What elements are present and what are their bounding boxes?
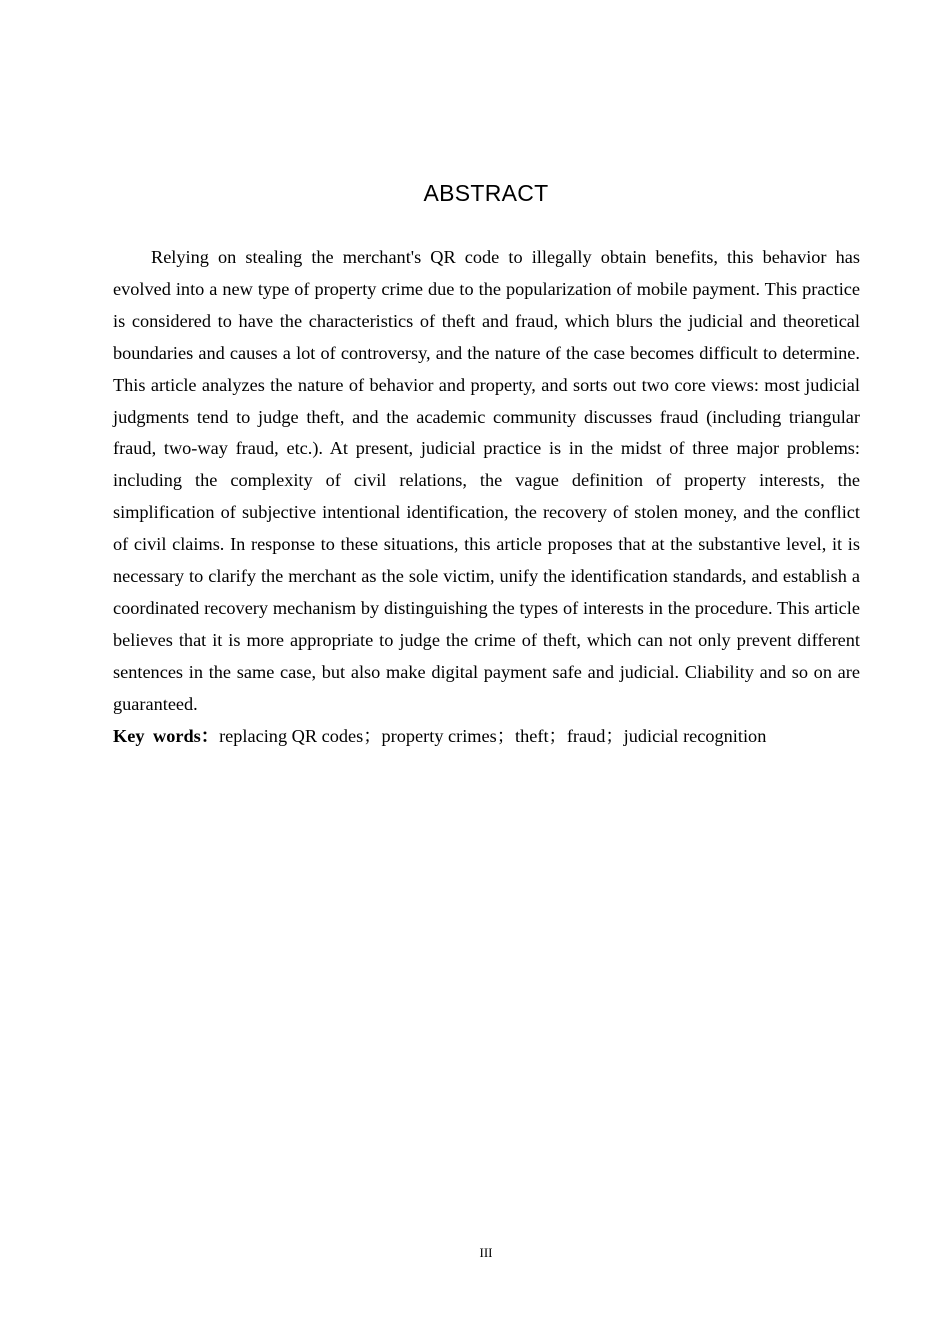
keywords-list: replacing QR codes；property crimes；theft；fraud；judicial recognition — [219, 726, 767, 746]
keywords-line — [113, 721, 873, 753]
abstract-title: ABSTRACT — [423, 180, 549, 206]
keywords-label: Key words： — [113, 726, 220, 746]
page-number: III — [479, 1245, 493, 1260]
abstract-paragraph: Relying on stealing the merchant's QR code to illegally obtain benefits, this behavior has evolved into a new type of property crime due to the popularization of mobile payment. This practice is considered to have the characteristics of theft and fraud, which blurs the judicial and theoretical boundaries and causes a lot of controversy, and the nature of the case becomes difficult to determine. This article analyzes the nature of behavior and property, and sorts out two core views: most judicial judgments tend to judge theft, and the academic community discusses fraud (including triangular fraud, two-way fraud, etc.). At present, judicial practice is in the midst of three major problems: including the complexity of civil relations, the vague definition of property interests, the simplification of subjective intentional identification, the recovery of stolen money, and the conflict of civil claims. In response to these situations, this article proposes that at the substantive level, it is necessary to clarify the merchant as the sole victim, unify the identification standards, and establish a coordinated recovery mechanism by distinguishing the types of interests in the procedure. This article believes that it is more appropriate to judge the crime of theft, which can not only prevent different sentences in the same case, but also make digital payment safe and judicial. Cliability and so on are guaranteed. — [113, 247, 860, 714]
